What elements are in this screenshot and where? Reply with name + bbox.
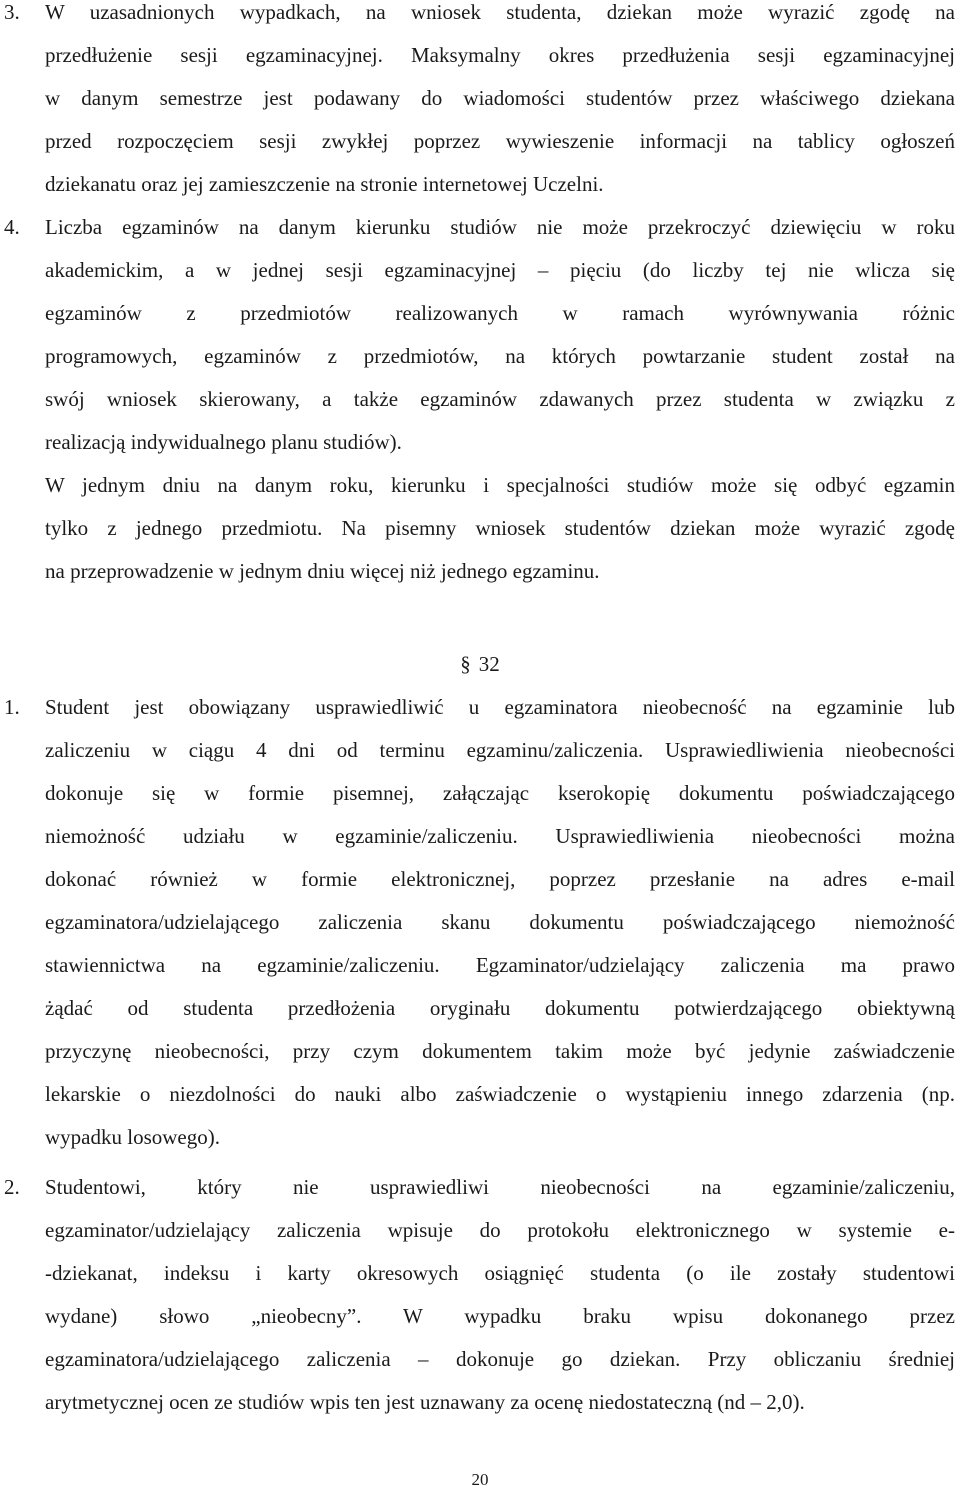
text-line: przyczynę nieobecności, przy czym dokumentem takim może być jedynie zaświadczenie: [45, 1039, 955, 1063]
text-line: egzaminatora/udzielającego zaliczenia – dokonuje go dziekan. Przy obliczaniu średniej: [45, 1347, 955, 1371]
text-line: wydane) słowo „nieobecny”. W wypadku braku wpisu dokonanego przez: [45, 1304, 955, 1328]
page-number: 20: [471, 1470, 489, 1489]
text-line: niemożność udziału w egzaminie/zaliczeniu. Usprawiedliwienia nieobecności można: [45, 824, 955, 848]
text-line: dokonać również w formie elektronicznej, poprzez przesłanie na adres e-mail: [45, 867, 955, 891]
text-line: egzaminator/udzielający zaliczenia wpisuje do protokołu elektronicznego w systemie e-: [45, 1218, 955, 1242]
text-line: wypadku losowego).: [45, 1125, 220, 1149]
text-line: stawiennictwa na egzaminie/zaliczeniu. Egzaminator/udzielający zaliczenia ma prawo: [45, 953, 955, 977]
text-line: Liczba egzaminów na danym kierunku studiów nie może przekroczyć dziewięciu w roku: [45, 215, 955, 239]
text-line: egzaminów z przedmiotów realizowanych w ramach wyrównywania różnic: [45, 301, 955, 325]
text-line: tylko z jednego przedmiotu. Na pisemny wniosek studentów dziekan może wyrazić zgodę: [45, 516, 955, 540]
item-number: 4.: [4, 215, 20, 239]
text-line: dokonuje się w formie pisemnej, załączając kserokopię dokumentu poświadczającego: [45, 781, 955, 805]
text-line: na przeprowadzenie w jednym dniu więcej niż jednego egzaminu.: [45, 559, 600, 583]
text-line: -dziekanat, indeksu i karty okresowych osiągnięć studenta (o ile zostały studentowi: [45, 1261, 955, 1285]
text-line: lekarskie o niezdolności do nauki albo zaświadczenie o wystąpieniu innego zdarzenia (np.: [45, 1082, 955, 1106]
text-line: egzaminatora/udzielającego zaliczenia skanu dokumentu poświadczającego niemożność: [45, 910, 955, 934]
section-number: 32: [478, 652, 500, 676]
text-line: Student jest obowiązany usprawiedliwić u egzaminatora nieobecność na egzaminie lub: [45, 695, 955, 719]
text-line: programowych, egzaminów z przedmiotów, na których powtarzanie student został na: [45, 344, 955, 368]
text-line: Studentowi, który nie usprawiedliwi nieobecności na egzaminie/zaliczeniu,: [45, 1175, 955, 1199]
text-line: dziekanatu oraz jej zamieszczenie na stronie internetowej Uczelni.: [45, 172, 604, 196]
item-number: 1.: [4, 695, 20, 719]
text-line: W jednym dniu na danym roku, kierunku i specjalności studiów może się odbyć egzamin: [45, 473, 955, 497]
item-number: 3.: [4, 0, 20, 24]
text-line: swój wniosek skierowany, a także egzaminów zdawanych przez studenta w związku z: [45, 387, 955, 411]
text-line: akademickim, a w jednej sesji egzaminacyjnej – pięciu (do liczby tej nie wlicza się: [45, 258, 955, 282]
text-line: przedłużenie sesji egzaminacyjnej. Maksymalny okres przedłużenia sesji egzaminacyjnej: [45, 43, 955, 67]
text-line: w danym semestrze jest podawany do wiadomości studentów przez właściwego dziekana: [45, 86, 955, 110]
item-number: 2.: [4, 1175, 20, 1199]
text-line: arytmetycznej ocen ze studiów wpis ten jest uznawany za ocenę niedostateczną (nd – 2,0).: [45, 1390, 805, 1414]
section-heading: [0, 652, 960, 676]
text-line: przed rozpoczęciem sesji zwykłej poprzez wywieszenie informacji na tablicy ogłoszeń: [45, 129, 955, 153]
text-line: żądać od studenta przedłożenia oryginału dokumentu potwierdzającego obiektywną: [45, 996, 955, 1020]
text-line: realizacją indywidualnego planu studiów).: [45, 430, 402, 454]
text-line: W uzasadnionych wypadkach, na wniosek studenta, dziekan może wyrazić zgodę na: [45, 0, 955, 24]
text-line: zaliczeniu w ciągu 4 dni od terminu egzaminu/zaliczenia. Usprawiedliwienia nieobecności: [45, 738, 955, 762]
section-sign: §: [460, 652, 471, 676]
